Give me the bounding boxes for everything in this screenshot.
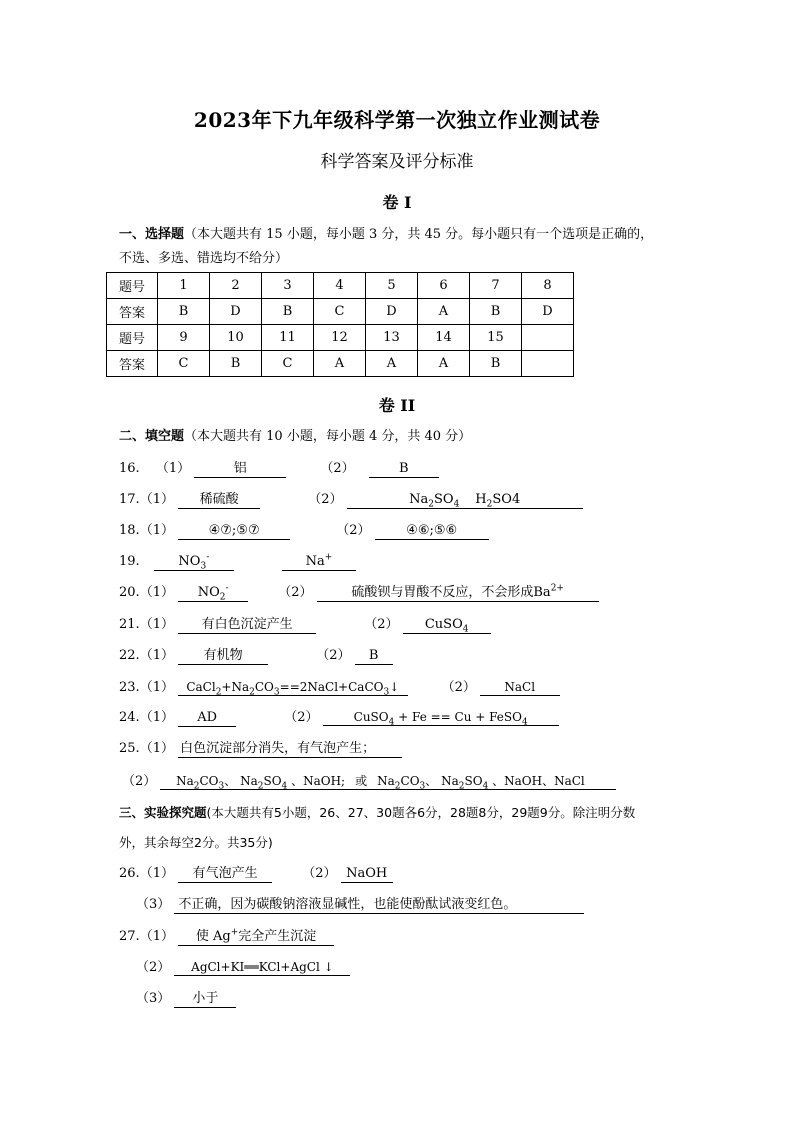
volume-2-heading: 卷 II [378, 396, 416, 415]
q26-answer1: 有气泡产生 [178, 866, 272, 883]
table-cell [522, 325, 574, 351]
table-cell: 15 [470, 325, 522, 351]
q23-part2: （2） [441, 680, 476, 695]
q24-part1: （1） [139, 710, 174, 725]
table-cell: 13 [366, 325, 418, 351]
q27-answer1: 使 Ag+完全产生沉淀 [178, 929, 334, 946]
section-2-desc: （本大题共有 10 小题，每小题 4 分，共 40 分） [184, 429, 472, 444]
q20-part1: （1） [139, 585, 174, 600]
section-3-desc: (本大题共有5小题，26、27、30题各6分，28题8分，29题9分。除注明分数 [206, 805, 636, 820]
volume-1-heading: 卷 I [382, 193, 412, 212]
q26-number: 26. [119, 866, 140, 881]
q24-answer2: CuSO$_4$ + Fe == Cu + FeSO$_4$ [323, 709, 559, 726]
table-cell: B [470, 299, 522, 325]
table-cell: D [366, 299, 418, 325]
q16-number: 16. [119, 461, 140, 476]
q21-answer1: 有白色沉淀产生 [178, 617, 316, 634]
question-25-part2 [122, 772, 616, 791]
q21-answer2: CuSO$_4$ [403, 617, 491, 634]
q18-answer1: ④⑦;⑤⑦ [178, 523, 290, 540]
table-cell: A [418, 299, 470, 325]
section-1-desc: （本大题共有 15 小题，每小题 3 分，共 45 分。每小题只有一个选项是正确的， [184, 227, 654, 242]
q25-answer1: 白色沉淀部分消失，有气泡产生； [178, 741, 402, 758]
table-cell: 11 [262, 325, 314, 351]
table-cell: 9 [158, 325, 210, 351]
q27-answer3: 小于 [174, 991, 236, 1008]
q17-part2: （2） [308, 492, 343, 507]
question-21 [119, 616, 491, 634]
q22-part2: （2） [316, 648, 351, 663]
q17-answer1: 稀硫酸 [178, 492, 260, 509]
table-row-header: 答案 [107, 299, 158, 325]
table-cell: D [522, 299, 574, 325]
table-cell: A [314, 351, 366, 377]
table-cell: C [262, 351, 314, 377]
q17-part1: （1） [139, 492, 174, 507]
table-cell: C [158, 351, 210, 377]
table-cell: A [366, 351, 418, 377]
table-cell: 3 [262, 273, 314, 299]
table-cell: B [262, 299, 314, 325]
q27-part3: （3） [136, 991, 171, 1006]
question-17 [119, 491, 583, 509]
table-cell: B [158, 299, 210, 325]
table-row [107, 273, 574, 299]
q23-number: 23. [119, 680, 140, 695]
q25-part2: （2） [122, 774, 157, 789]
section-1-label: 一、选择题 [119, 227, 185, 242]
q22-number: 22. [119, 648, 140, 663]
table-cell [522, 351, 574, 377]
q19-answer2: Na+ [282, 554, 356, 571]
question-24 [119, 709, 559, 727]
question-19 [119, 553, 356, 571]
table-cell: 6 [418, 273, 470, 299]
q24-part2: （2） [284, 710, 319, 725]
q27-part2: （2） [136, 960, 171, 975]
section-3-heading [119, 804, 635, 822]
q17-answer2: $Na_2SO_4$ $H_2SO4$ [347, 492, 583, 509]
q18-part2: （2） [336, 523, 371, 538]
table-row-header: 答案 [107, 351, 158, 377]
table-cell: B [470, 351, 522, 377]
question-26 [119, 865, 393, 883]
q23-answer1: $CaCl_2+Na_2CO_3==2NaCl+CaCO_3↓$ [178, 679, 408, 696]
table-row-header: 题号 [107, 273, 158, 299]
q23-answer2: NaCl [480, 679, 560, 696]
table-row [107, 351, 574, 377]
q26-answer3: 不正确，因为碳酸钠溶液显碱性，也能使酚酞试液变红色。 [174, 897, 584, 914]
table-row [107, 325, 574, 351]
q27-answer2: AgCl+KI══KCl+AgCl ↓ [174, 959, 350, 976]
q19-number: 19. [119, 554, 140, 569]
question-25 [119, 740, 402, 758]
q21-number: 21. [119, 617, 140, 632]
table-row-header: 题号 [107, 325, 158, 351]
question-20 [119, 584, 599, 602]
q24-number: 24. [119, 710, 140, 725]
table-cell: 4 [314, 273, 366, 299]
q16-answer1: 铝 [194, 461, 286, 478]
question-16 [119, 460, 439, 478]
q27-number: 27. [119, 929, 140, 944]
q26-part1: （1） [139, 866, 174, 881]
table-cell: 2 [210, 273, 262, 299]
table-cell: 1 [158, 273, 210, 299]
section-3-label: 三、实验探究题 [119, 805, 207, 820]
table-cell: 8 [522, 273, 574, 299]
q20-part2: （2） [278, 585, 313, 600]
question-23 [119, 678, 560, 697]
section-2-heading [119, 428, 471, 446]
table-cell: C [314, 299, 366, 325]
q17-number: 17. [119, 492, 140, 507]
q22-part1: （1） [139, 648, 174, 663]
table-cell: 14 [418, 325, 470, 351]
page-title: 2023年下九年级科学第一次独立作业测试卷 [193, 108, 601, 132]
q20-answer2: 硫酸钡与胃酸不反应，不会形成$Ba^{2+}$ [317, 585, 599, 602]
question-22 [119, 647, 393, 665]
table-cell: A [418, 351, 470, 377]
q21-part2: （2） [364, 617, 399, 632]
table-cell: 5 [366, 273, 418, 299]
q16-answer2: B [369, 461, 439, 478]
q26-part3: （3） [136, 897, 171, 912]
q22-answer1: 有机物 [178, 648, 268, 665]
section-2-label: 二、填空题 [119, 429, 185, 444]
q18-part1: （1） [139, 523, 174, 538]
table-row [107, 299, 574, 325]
q25-answer2: $Na_2CO_3$、 $Na_2SO_4$ 、NaOH; 或 $Na_2CO_3$、 $Na_2SO_4$ 、NaOH、NaCl [160, 773, 616, 790]
q16-part2: （2） [320, 461, 355, 476]
section-3-desc-cont: 外，其余每空2分。共35分) [119, 835, 273, 850]
q23-part1: （1） [139, 680, 174, 695]
q22-answer2: B [355, 648, 393, 665]
section-1-heading [119, 226, 653, 244]
table-cell: 10 [210, 325, 262, 351]
q26-part2: （2） [302, 866, 337, 881]
q25-part1: （1） [139, 741, 174, 756]
question-26-part3 [136, 896, 584, 914]
section-1-desc-cont: 不选、多选、错选均不给分） [119, 251, 289, 266]
page-subtitle: 科学答案及评分标准 [320, 152, 474, 172]
question-27-part2 [136, 959, 350, 977]
table-cell: D [210, 299, 262, 325]
q18-number: 18. [119, 523, 140, 538]
q24-answer1: AD [178, 710, 236, 727]
question-27-part3 [136, 990, 236, 1008]
table-cell: 7 [470, 273, 522, 299]
q21-part1: （1） [139, 617, 174, 632]
q25-number: 25. [119, 741, 140, 756]
answer-table [106, 272, 574, 377]
q26-answer2: NaOH [341, 866, 393, 883]
table-cell: B [210, 351, 262, 377]
q16-part1: （1） [155, 461, 191, 476]
table-cell: 12 [314, 325, 366, 351]
q27-part1: （1） [139, 929, 174, 944]
question-27 [119, 928, 334, 946]
question-18 [119, 522, 489, 540]
q20-answer1: $NO_2^-$ [178, 585, 248, 602]
q20-number: 20. [119, 585, 140, 600]
q18-answer2: ④⑥;⑤⑥ [375, 523, 489, 540]
q19-answer1: $NO_3^-$ [154, 554, 234, 571]
